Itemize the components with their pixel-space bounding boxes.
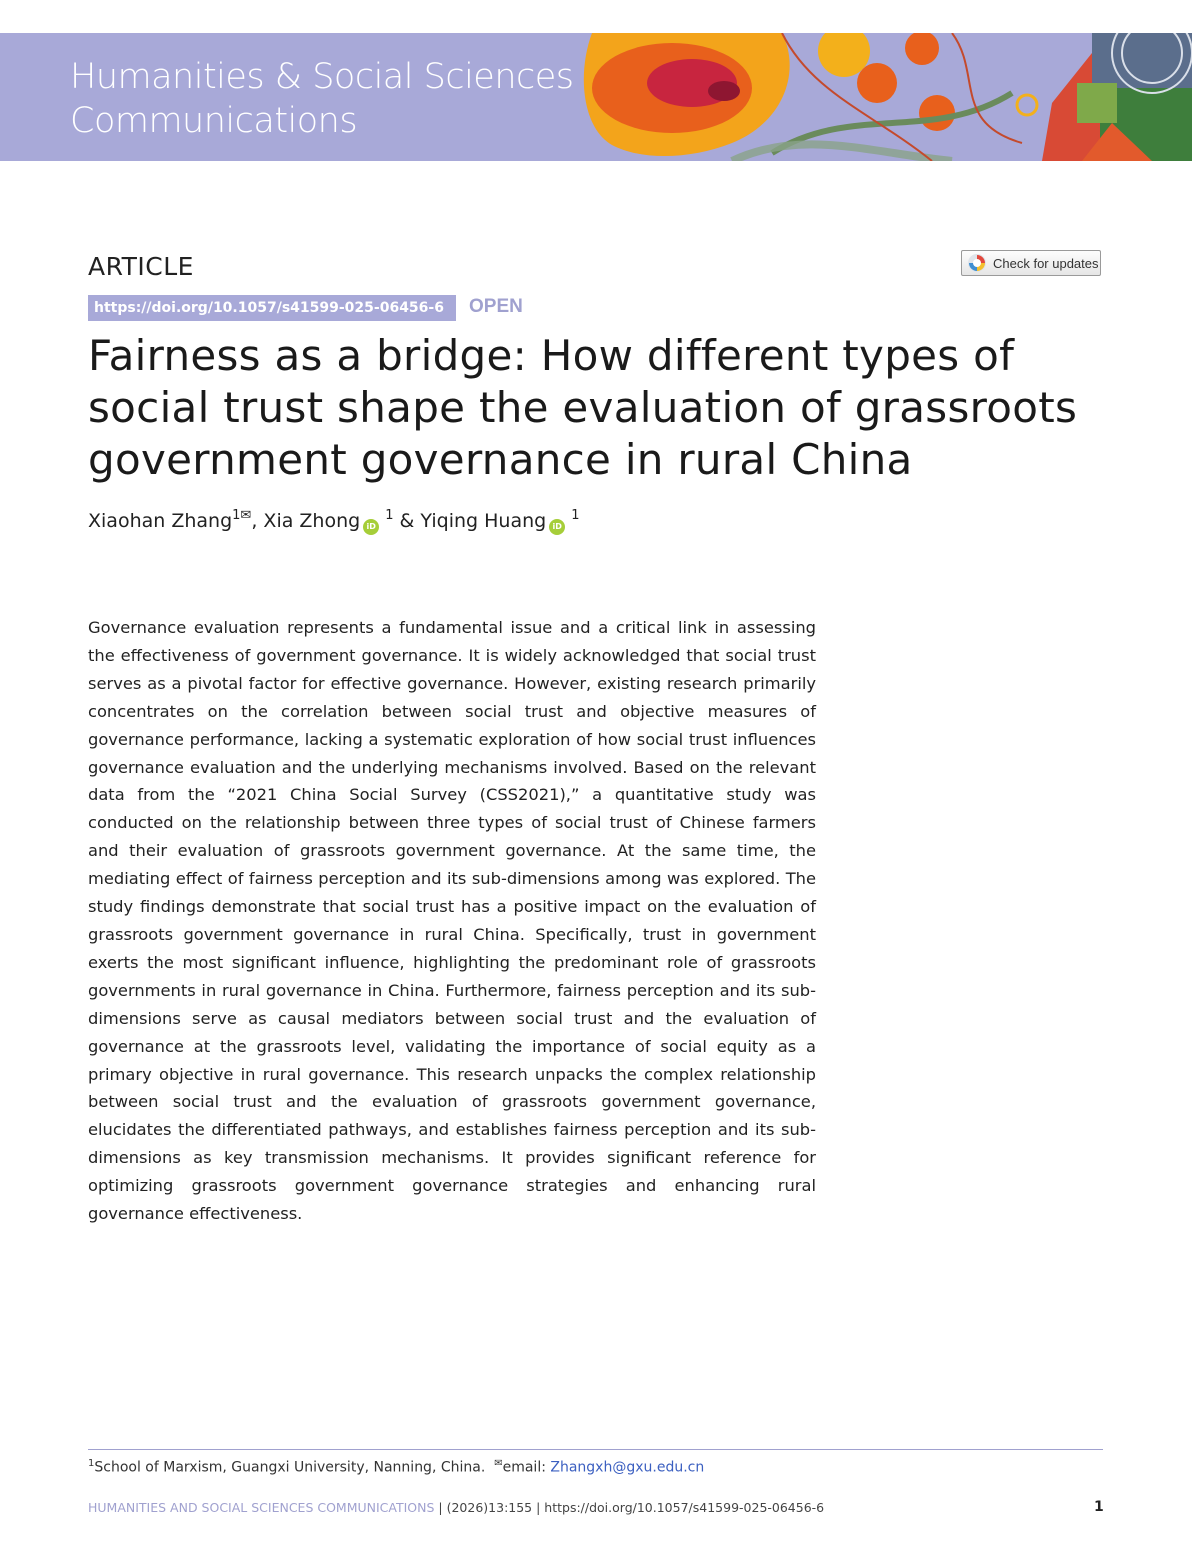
- footer-citation: | (2026)13:155 | https://doi.org/10.1057/s41599-025-06456-6: [434, 1500, 825, 1515]
- journal-name: [70, 55, 574, 143]
- footnote-divider: [88, 1449, 1103, 1450]
- article-type-label: ARTICLE: [88, 252, 194, 281]
- orcid-icon[interactable]: iD: [549, 519, 565, 535]
- journal-banner: [0, 33, 1192, 161]
- author-name[interactable]: Xiaohan Zhang: [88, 510, 233, 532]
- doi-badge-link[interactable]: https://doi.org/10.1057/s41599-025-06456-6: [88, 295, 456, 321]
- affiliation-text: School of Marxism, Guangxi University, Nanning, China.: [94, 1459, 486, 1476]
- author-name[interactable]: Yiqing Huang: [420, 510, 547, 532]
- check-for-updates-button[interactable]: [961, 250, 1101, 276]
- article-title: Fairness as a bridge: How different types of social trust shape the evaluation of grassroots government governance in rural China: [88, 331, 1078, 484]
- email-label: email:: [502, 1459, 551, 1476]
- author-affiliation-ref: 1✉: [232, 508, 252, 523]
- author-affiliation-ref: 1: [571, 508, 580, 523]
- email-link[interactable]: Zhangxh@gxu.edu.cn: [550, 1459, 705, 1476]
- abstract-text: Governance evaluation represents a fundamental issue and a critical link in assessing the effectiveness of government governance. It is widely acknowledged that social trust serves as a pivotal factor for effective governance. However, existing research primarily concentrates on the correlation between social trust and objective measures of governance performance, lacking a systematic exploration of how social trust influences governance evaluation and the underlying mechanisms involved. Based on the relevant data from the “2021 China Social Survey (CSS2021),” a quantitative study was conducted on the relationship between three types of social trust of Chinese farmers and their evaluation of grassroots government governance. At the same time, the mediating effect of fairness perception and its sub-dimensions among was explored. The study findings demonstrate that social trust has a positive impact on the evaluation of grassroots government governance in rural China. Specifically, trust in government exerts the most significant influence, highlighting the predominant role of grassroots governments in rural governance in China. Furthermore, fairness perception and its sub-dimensions serve as causal mediators between social trust and the evaluation of governance at the grassroots level, validating the importance of social equity as a primary objective in rural governance. This research unpacks the complex relationship between social trust and the evaluation of grassroots government governance, elucidates the differentiated pathways, and establishes fairness perception and its sub-dimensions as key transmission mechanisms. It provides significant reference for optimizing grassroots government governance strategies and enhancing rural governance effectiveness.: [88, 618, 816, 1224]
- orcid-icon[interactable]: iD: [363, 519, 379, 535]
- author-separator: &: [393, 510, 421, 532]
- check-updates-label: Check for updates: [993, 255, 1099, 271]
- open-access-label: OPEN: [469, 296, 523, 317]
- page-footer: [88, 1500, 824, 1515]
- journal-name-line2: Communications: [70, 101, 358, 141]
- envelope-icon[interactable]: ✉: [240, 508, 252, 523]
- check-updates-icon: [967, 253, 987, 273]
- affiliation-number: 1: [88, 1458, 95, 1469]
- author-affiliation-ref: 1: [385, 508, 394, 523]
- banner-artwork: [552, 33, 1192, 161]
- author-list: [88, 508, 580, 535]
- author-separator: ,: [251, 510, 264, 532]
- envelope-icon: ✉: [494, 1458, 503, 1469]
- journal-name-line1: Humanities & Social Sciences: [70, 57, 574, 97]
- author-name[interactable]: Xia Zhong: [263, 510, 361, 532]
- footer-journal: HUMANITIES AND SOCIAL SCIENCES COMMUNICATIONS: [88, 1500, 435, 1515]
- affiliation-note: [88, 1458, 704, 1476]
- page-number: 1: [1094, 1499, 1104, 1515]
